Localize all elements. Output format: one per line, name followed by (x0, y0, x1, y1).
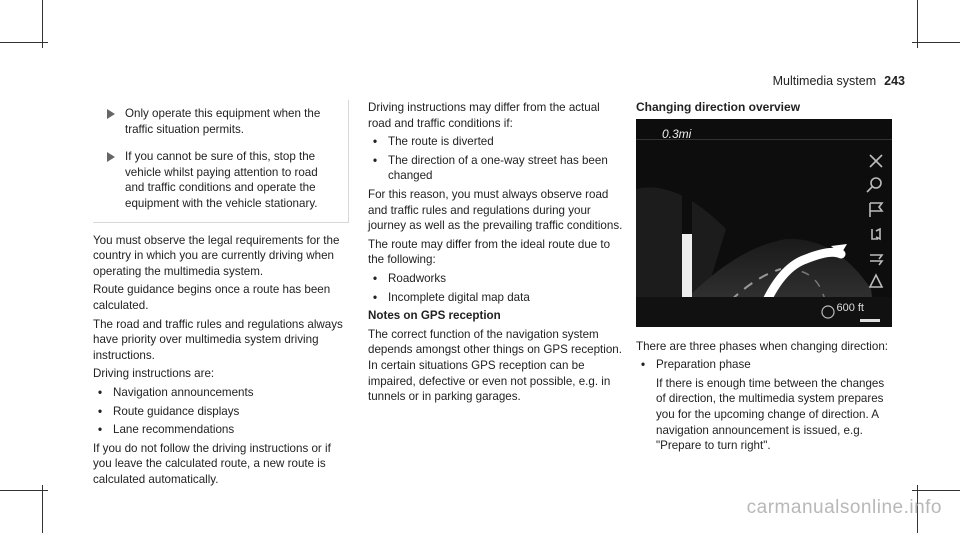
tip-item: Only operate this equipment when the traffic situation permits. (93, 106, 336, 137)
list-item: • Lane recommendations (93, 422, 349, 438)
remaining-distance: 600 ft (836, 302, 864, 314)
page-number: 243 (884, 74, 905, 88)
paragraph: The road and traffic rules and regulations always have priority over multimedia system driving instructions. (93, 317, 343, 362)
instruction-list (93, 385, 349, 438)
safety-tip-box (93, 100, 349, 223)
paragraph: There are three phases when changing direction: (636, 339, 888, 353)
crop-mark (917, 0, 918, 48)
reason-list (368, 271, 624, 305)
crop-mark (42, 0, 43, 48)
crop-mark (912, 490, 960, 491)
condition-list (368, 134, 624, 184)
page-header (773, 74, 905, 88)
crop-mark (0, 490, 48, 491)
paragraph: Driving instructions are: (93, 367, 215, 381)
tip-item: If you cannot be sure of this, stop the vehicle whilst paying attention to road and traffic conditions and operate the equipment with the vehicle stationary. (93, 149, 336, 211)
list-item: • Navigation announcements (93, 385, 349, 401)
distance-bar-empty (682, 151, 692, 234)
paragraph: The route may differ from the ideal route due to the following: (368, 237, 611, 267)
crop-mark (42, 485, 43, 533)
phase-list (636, 357, 892, 373)
navigation-screen-image (636, 119, 892, 327)
arrow-icon (107, 109, 115, 119)
section-title: Multimedia system (772, 74, 877, 88)
road-scene-graphic (636, 119, 892, 327)
distance-label: 0.3mi (662, 126, 692, 141)
list-item: • The route is diverted (368, 134, 624, 150)
paragraph: For this reason, you must always observe road and traffic rules and regulations during your journey as well as the prevailing traffic conditions. (368, 187, 623, 233)
arrow-icon (107, 152, 115, 162)
list-item: • Incomplete digital map data (368, 290, 624, 306)
crop-mark (0, 42, 48, 43)
list-item: • Route guidance displays (93, 404, 349, 420)
watermark: carmanualsonline.info (746, 497, 942, 518)
column-3 (636, 100, 892, 457)
paragraph: If there is enough time between the changes of direction, the multimedia system prepares you for the upcoming change of direction. A navigation announcement is issued, e.g. "Prepare to turn right". (656, 376, 885, 453)
section-heading: Notes on GPS reception (368, 309, 501, 323)
section-heading: Changing direction overview (636, 100, 801, 114)
paragraph: The correct function of the navigation system depends amongst other things on GPS reception. In certain situations GPS reception can be impaired, defective or even not possible, e.g. in tunnels or in parking garages. (368, 327, 622, 404)
column-2 (368, 100, 624, 408)
list-item: • Roadworks (368, 271, 624, 287)
list-item: • The direction of a one-way street has been changed (368, 153, 624, 184)
crop-mark (912, 42, 960, 43)
paragraph: You must observe the legal requirements for the country in which you are currently driving when operating the multimedia system. (93, 233, 340, 278)
paragraph: If you do not follow the driving instructions or if you leave the calculated route, a new route is calculated automatically. (93, 441, 331, 486)
list-item: • Preparation phase (636, 357, 892, 373)
paragraph: Driving instructions may differ from the actual road and traffic conditions if: (368, 101, 600, 130)
column-1 (93, 100, 349, 490)
paragraph: Route guidance begins once a route has been calculated. (93, 283, 331, 312)
